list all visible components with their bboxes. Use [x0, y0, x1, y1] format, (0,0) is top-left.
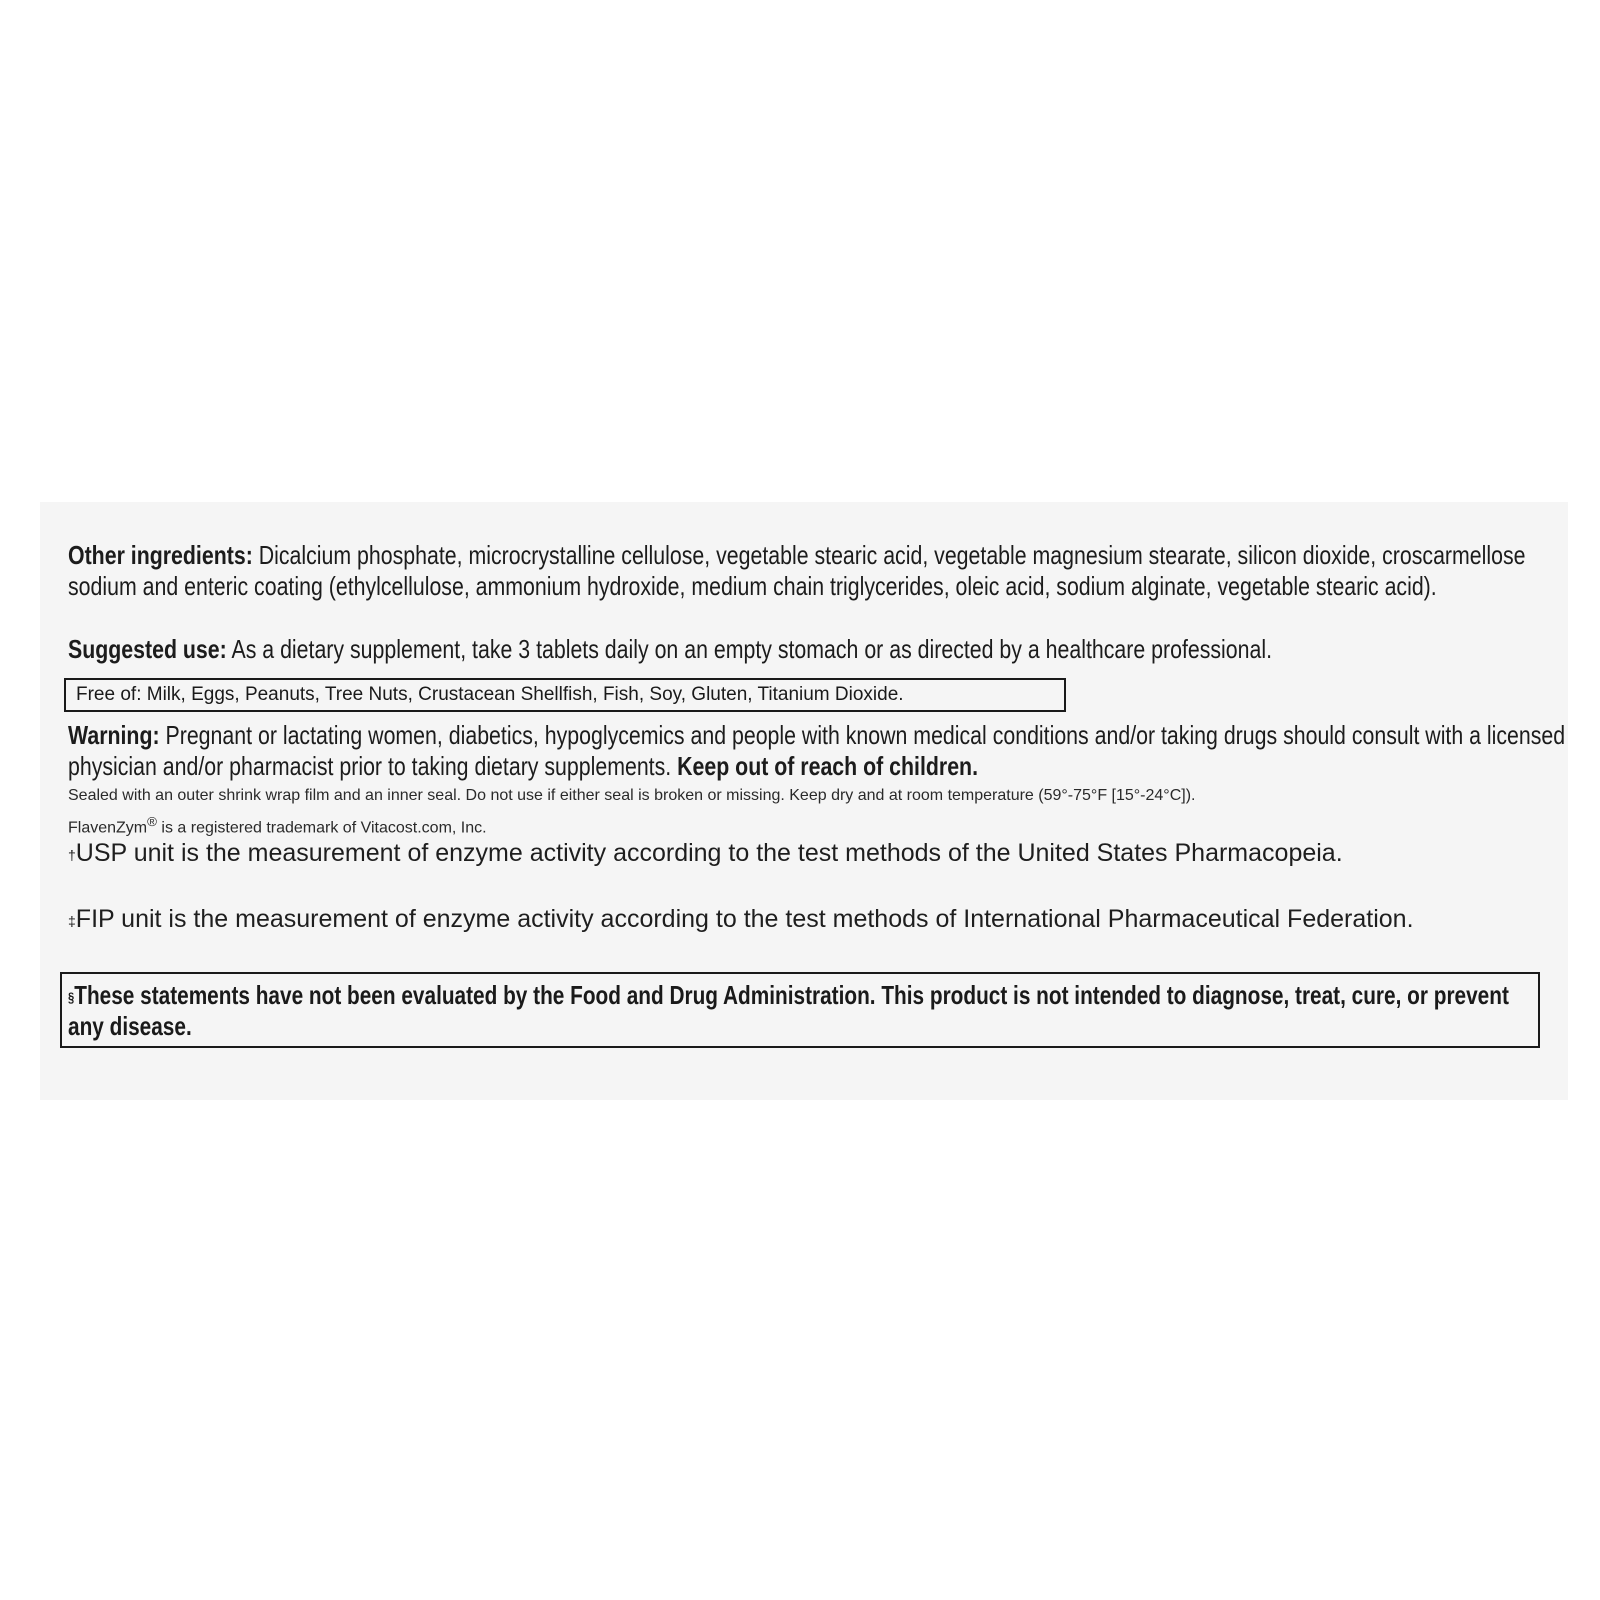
- other-ingredients-text: Dicalcium phosphate, microcrystalline cellulose, vegetable stearic acid, vegetable magnesium stearate, silicon dioxide, croscarmellose sodium and enteric coating (ethylcellulose, ammonium hydroxide, medium chain triglycerides, oleic acid, sodium alginate, vegetable stearic acid).: [68, 540, 1526, 601]
- warning-emphasis: Keep out of reach of children.: [677, 751, 979, 781]
- fda-disclaimer: [68, 980, 1526, 1042]
- warning-text: Pregnant or lactating women, diabetics, hypoglycemics and people with known medical conditions and/or taking drugs should consult with a licensed physician and/or pharmacist prior to taking dietary supplements.: [68, 720, 1566, 781]
- fda-disclaimer-text: These statements have not been evaluated by the Food and Drug Administration. This product is not intended to diagnose, treat, cure, or prevent any disease.: [68, 980, 1509, 1041]
- trademark-text: is a registered trademark of Vitacost.com, Inc.: [156, 819, 487, 837]
- allergen-free-box: [64, 678, 1066, 712]
- storage-text: Sealed with an outer shrink wrap film and an inner seal. Do not use if either seal is broken or missing. Keep dry and at room temperature (59°-75°F [15°-24°C]).: [68, 787, 1196, 804]
- trademark-brand: FlavenZym: [68, 819, 148, 837]
- suggested-use-heading: Suggested use:: [68, 634, 227, 664]
- section-symbol: §: [68, 989, 75, 1005]
- suggested-use-paragraph: [68, 634, 1597, 665]
- other-ingredients-heading: Other ingredients:: [68, 540, 253, 570]
- supplement-label-panel: [40, 502, 1568, 1100]
- registered-mark: ®: [147, 814, 157, 829]
- dagger-symbol: †: [68, 847, 76, 863]
- trademark-note: [68, 810, 1528, 840]
- warning-heading: Warning:: [68, 720, 160, 750]
- storage-note: [68, 784, 1528, 808]
- usp-footnote: [68, 838, 1368, 869]
- warning-paragraph: [68, 720, 1597, 782]
- fip-footnote-text: FIP unit is the measurement of enzyme activity according to the test methods of International Pharmaceutical Federation.: [75, 905, 1414, 933]
- double-dagger-symbol: ‡: [68, 913, 76, 929]
- fda-disclaimer-box: [60, 972, 1540, 1048]
- suggested-use-text: As a dietary supplement, take 3 tablets daily on an empty stomach or as directed by a healthcare professional.: [226, 634, 1273, 664]
- usp-footnote-text: USP unit is the measurement of enzyme activity according to the test methods of the United States Pharmacopeia.: [75, 839, 1343, 867]
- allergen-free-text: Free of: Milk, Eggs, Peanuts, Tree Nuts, Crustacean Shellfish, Fish, Soy, Gluten, Titanium Dioxide.: [76, 684, 904, 705]
- other-ingredients-paragraph: [68, 540, 1597, 602]
- fip-footnote: [68, 904, 1508, 935]
